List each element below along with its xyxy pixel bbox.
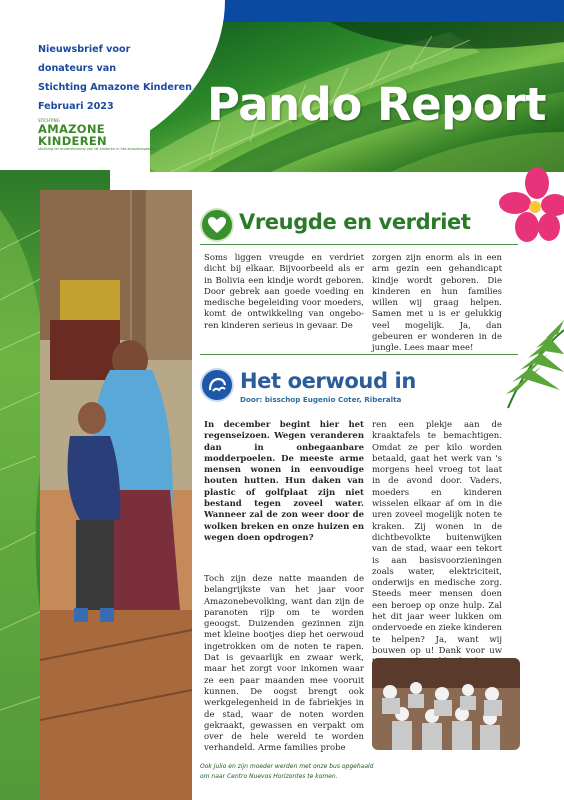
logo-tagline: stichting ter ondersteuning van de kinderen in het amazonegebied — [38, 147, 156, 151]
section-divider — [200, 354, 518, 355]
palm-leaf-decoration — [498, 320, 564, 410]
caption-line: Ook Julio en zijn moeder werden met onze bus opgehaald — [200, 763, 374, 770]
article-body-left — [204, 574, 364, 755]
amazone-kinderen-logo — [38, 118, 158, 151]
caption-line: om naar Centro Nuevos Horizontes te komen. — [200, 773, 338, 780]
section-title-oerwoud: Het oerwoud in — [240, 369, 416, 393]
heart-icon — [200, 208, 234, 242]
paragraph-text: In december begint hier het regenseizoen. Wegen veranderen dan in onbegaanbare modderpoelen. De meeste arme mensen wonen in eenvoudige houten hutten. Hun daken van plastic of golfplaat zijn niet bestand tegen zoveel water. Wanneer zal de zon weer door de wolken breken en onze huizen en wegen doen opdrogen? — [204, 420, 364, 543]
article-lead — [204, 420, 364, 544]
paragraph-text: Toch zijn deze natte maanden de belangrijkste van het jaar voor Amazonebevolking, want dan zijn de paranoten rijp om te worden geoogst. Duizenden gezinnen zijn met kleine bootjes diep het oerwoud ingetrokken om de noten te rapen. Dat is gevaarlijk en zwaar werk, maar het zorgt voor inkomen waar ze een paar maanden mee vooruit kunnen. De oogst brengt ook werkgelegenheid in de fabriekjes in de stad, waar de noten worden gekraakt, gewassen en verpakt om over de hele wereld te worden verhandeld. Arme families probe — [204, 574, 364, 754]
nut-cracking-workers-photo — [372, 658, 520, 750]
intro-paragraph-left — [204, 253, 364, 332]
newsletter-date: Februari 2023 — [38, 101, 114, 112]
intro-paragraph-right — [372, 253, 502, 355]
newsletter-line: donateurs van — [38, 63, 117, 74]
paragraph-text: ren een plekje aan de kraaktafels te bemachtigen. Omdat ze per kilo worden betaald, gaat het werk van 's morgens heel vroeg tot laat in de avond door. Vaders, moeders en kinderen wisselen elkaar af om in die uren zoveel mogelijk noten te kraken. Zij wonen in de dichtbevolkte buitenwijken van de stad, waar een tekort is aan basisvoorzieningen zoals water, elektriciteit, onderwijs en medische zorg. Steeds meer mensen doen een beroep op onze hulp. Zal het dit jaar weer lukken om ondervoede en zieke kinderen te helpen? Ja, want wij bouwen op u! Dank voor uw — [372, 420, 502, 656]
section-title-vreugde: Vreugde en verdriet — [239, 210, 471, 234]
pink-flower-decoration — [497, 165, 564, 250]
section-divider — [200, 244, 518, 245]
mother-and-child-photo — [40, 190, 192, 800]
weather-icon — [200, 368, 234, 402]
paragraph-text: zorgen zijn enorm als in een arm gezin een gehandicapt kindje wordt geboren. Die kinderen en hun families willen wij graag helpen. Samen met u is er gelukkig veel mogelijk. Ja, dan gebeuren er wonderen in de jungle. Lees maar mee! — [372, 253, 502, 354]
paragraph-text: Soms liggen vreugde en verdriet dicht bij elkaar. Bijvoorbeeld als er in Bolivia een kindje wordt geboren. Door gebrek aan goede voeding en medische begeleiding voor moeders, komt de ontwikkeling van ongeboren kinderen serieus in gevaar. De — [204, 253, 364, 331]
photo-caption — [200, 762, 470, 782]
logo-small-text: STICHTING — [38, 118, 60, 123]
logo-name: AMAZONE KINDEREN — [38, 122, 107, 148]
report-title: Pando Report — [207, 78, 546, 131]
newsletter-line: Nieuwsbrief voor — [38, 44, 131, 55]
newsletter-line: Stichting Amazone Kinderen — [38, 82, 192, 93]
article-byline: Door: bisschop Eugenio Coter, Riberalta — [240, 395, 402, 404]
